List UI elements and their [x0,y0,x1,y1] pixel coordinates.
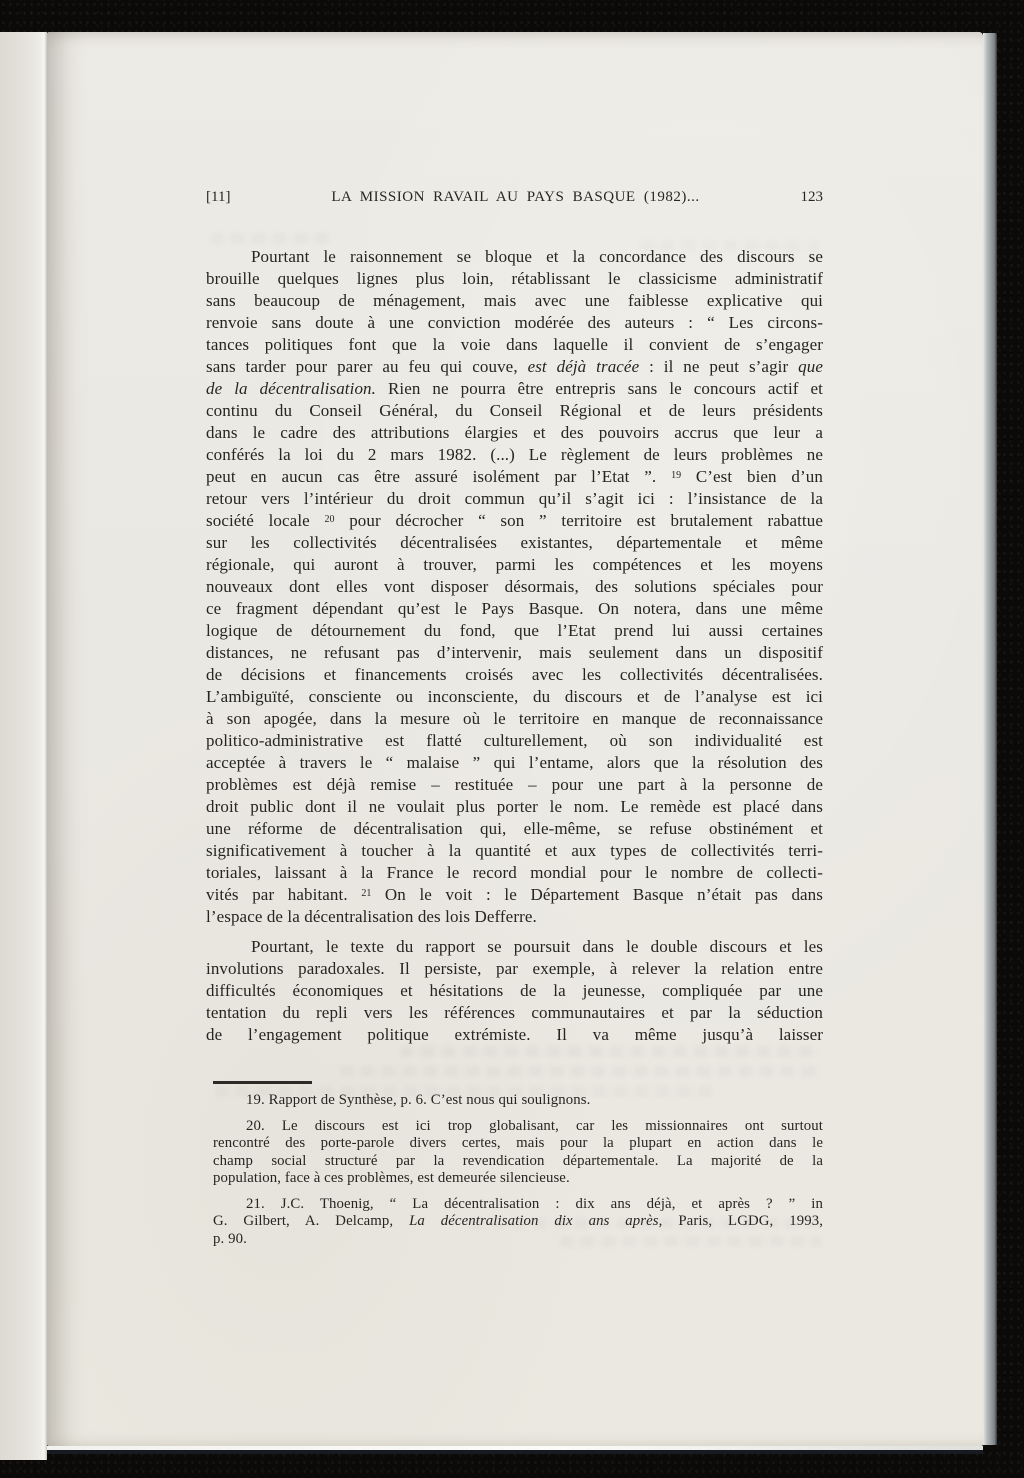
text-line: l’espace de la décentralisation des lois Defferre. [206,907,537,926]
running-title: LA MISSION RAVAIL AU PAYS BASQUE (1982)... [331,189,700,205]
page-bottom-edge [47,1446,983,1454]
text-line: G. Gilbert, A. Delcamp, La décentralisation dix ans après, Paris, LGDG, 1993, [213,1213,823,1229]
text-line: peut en aucun cas être assuré isolément par l’Etat ”. $^{19}$ C’est bien d’un [206,467,823,486]
text-line: renvoie sans doute à une conviction modérée des auteurs : “ Les circons- [206,313,823,332]
text-line: significativement à toucher à la quantité et aux types de collectivités terri- [206,841,823,860]
text-line: vités par habitant. $^{21}$ On le voit : le Département Basque n’était pas dans [206,885,824,904]
bleedthrough-smudge [560,1236,822,1247]
text-line: 20. Le discours est ici trop globalisant, car les missionnaires ont surtout [246,1117,823,1134]
text-line: p. 90. [213,1230,247,1247]
paragraph [206,246,823,928]
bleedthrough-smudge [640,240,820,251]
footnote [213,1118,823,1188]
bleedthrough-smudge [340,1066,820,1077]
facing-page-edge [0,32,47,1460]
book-page [47,32,983,1446]
text-line: une réforme de décentralisation qui, elle-même, se refuse obstinément et [206,819,823,838]
text-line: société locale $^{20}$ pour décrocher “ son ” territoire est brutalement rabattue [206,511,824,530]
text-line: 19. Rapport de Synthèse, p. 6. C’est nous qui soulignons. [246,1092,591,1108]
text-line: continu du Conseil Général, du Conseil Régional et de leurs présidents [206,401,823,420]
text-line: Pourtant le raisonnement se bloque et la concordance des discours se [251,247,823,266]
text-line: difficultés économiques et hésitations de la jeunesse, compliquée par une [206,981,823,1000]
text-line: à son apogée, dans la mesure où le territoire en manque de reconnaissance [206,709,823,728]
text-line: politico-administrative est flatté culturellement, où son individualité est [206,731,823,750]
footnote-separator-rule [213,1081,312,1084]
text-line: sur les collectivités décentralisées existantes, départementale et même [206,533,823,552]
text-line: toriales, laissant à la France le record mondial pour le nombre de collecti- [206,863,823,882]
text-line: sans beaucoup de ménagement, mais avec une faiblesse explicative qui [206,291,823,310]
text-line: rencontré des porte-parole divers certes, mais pour la plupart en action dans le [213,1135,823,1151]
bleedthrough-smudge [215,1086,715,1097]
bleedthrough-smudge [400,1046,820,1057]
text-line: population, face à ces problèmes, est demeurée silencieuse. [213,1170,570,1186]
text-line: sans tarder pour parer au feu qui couve, est déjà tracée : il ne peut s’agir que [206,357,823,376]
text-line: de l’engagement politique extrémiste. Il va même jusqu’à laisser [206,1025,823,1044]
page-number: 123 [800,189,823,205]
page-header [206,187,823,207]
text-line: 21. J.C. Thoenig, “ La décentralisation : dix ans déjà, et après ? ” in [246,1195,823,1212]
text-line: de la décentralisation. Rien ne pourra être entrepris sans le concours actif et [206,379,823,398]
page-stack-edge [983,33,997,1445]
text-line: involutions paradoxales. Il persiste, par exemple, à relever la relation entre [206,959,823,978]
text-line: acceptée à travers le “ malaise ” qui l’entame, alors que la résolution des [206,753,823,772]
paragraph [206,936,823,1046]
text-line: retour vers l’intérieur du droit commun qu’il s’agit ici : l’insistance de la [206,489,823,508]
text-line: droit public dont il ne voulait plus porter le nom. Le remède est placé dans [206,797,823,816]
text-line: L’ambiguïté, consciente ou inconsciente, du discours et de l’analyse est ici [206,687,823,706]
text-line: distances, ne refusant pas d’intervenir, mais seulement dans un dispositif [206,643,823,662]
text-line: tentation du repli vers les références communautaires et par la séduction [206,1003,823,1022]
text-line: ce fragment dépendant qu’est le Pays Basque. On notera, dans une même [206,599,823,618]
bleedthrough-smudge [210,233,332,244]
text-line: conférés la loi du 2 mars 1982. (...) Le règlement de leurs problèmes ne [206,445,823,464]
text-line: champ social structuré par la revendication départementale. La majorité de la [213,1152,823,1169]
body-text [206,246,823,1046]
text-line: dans le cadre des attributions élargies et des pouvoirs accrus que leur a [206,423,823,442]
text-line: Pourtant, le texte du rapport se poursuit dans le double discours et les [251,937,823,956]
text-line: logique de détournement du fond, que l’Etat prend lui aussi certaines [206,621,823,640]
text-line: régionale, qui auront à trouver, parmi les compétences et les moyens [206,555,823,574]
text-line: problèmes est déjà remise – restituée – pour une part à la personne de [206,775,823,794]
text-line: de décisions et financements croisés avec les collectivités décentralisées. [206,665,823,684]
text-line: nouveaux dont elles vont disposer désormais, des solutions spéciales pour [206,577,823,596]
margin-number: [11] [206,189,231,205]
bleedthrough-smudge [470,1218,820,1229]
text-line: tances politiques font que la voie dans laquelle il convient de s’engager [206,335,823,354]
text-line: brouille quelques lignes plus loin, rétablissant le classicisme administratif [206,269,823,288]
